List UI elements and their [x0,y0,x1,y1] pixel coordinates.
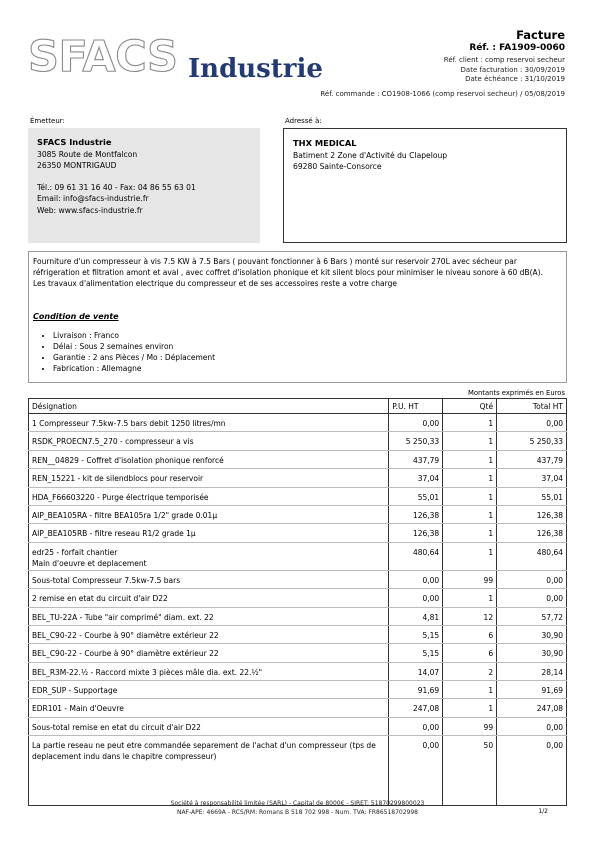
cell-designation [29,607,389,625]
cell-quantity [443,570,497,588]
cell-designation [29,432,389,450]
cell-designation-detail: Main d'oeuvre et deplacement [32,558,147,568]
cell-unit-price-text: 0,00 [422,741,440,751]
cell-total-text: 30,90 [541,649,563,659]
cell-designation-text: EDR_SUP - Supportage [32,686,118,696]
cell-unit-price [389,432,443,450]
sender-email: Email: info@sfacs-industrie.fr [37,194,149,203]
cell-quantity [443,505,497,523]
cell-designation [29,644,389,662]
cell-total [497,681,567,699]
cell-quantity [443,699,497,717]
cell-quantity-text: 99 [483,575,494,585]
cell-quantity [443,432,497,450]
cell-unit-price-text: 37,04 [417,474,440,484]
cell-total [497,487,567,505]
client-reference: Réf. client : comp reservoi secheur [443,56,565,64]
sender-address-line2: 26350 MONTRIGAUD [37,161,117,170]
cell-total [497,524,567,542]
cell-quantity-text: 1 [488,547,494,557]
cell-unit-price-text: 247,08 [412,704,440,714]
cell-total [497,717,567,735]
table-row [29,570,567,588]
cell-unit-price-text: 14,07 [417,667,440,677]
table-row [29,736,567,806]
cell-total [497,644,567,662]
condition-item: • Fabrication : Allemagne [53,363,562,374]
cell-unit-price-text: 91,69 [417,686,440,696]
cell-quantity-text: 1 [488,704,494,714]
cell-designation [29,450,389,468]
cell-unit-price-text: 5,15 [422,630,440,640]
cell-designation-text: REN__04829 - Coffret d'isolation phonique renforcé [32,455,224,465]
sale-conditions-title: Condition de vente [33,312,119,321]
header-quantity: Qté [443,399,497,414]
cell-designation [29,662,389,680]
cell-designation [29,681,389,699]
cell-quantity [443,717,497,735]
invoice-reference: Réf. : FA1909-0060 [469,43,565,53]
header-unit-price: P.U. HT [389,399,443,414]
cell-quantity [443,542,497,570]
sender-name: SFACS Industrie [37,137,112,147]
sale-conditions-list [53,330,562,374]
cell-unit-price [389,625,443,643]
page-number: 1/2 [538,808,548,815]
cell-quantity-text: 1 [488,492,494,502]
cell-designation [29,542,389,570]
cell-total [497,414,567,432]
description-box [28,251,567,383]
cell-unit-price [389,487,443,505]
cell-designation-text: AIP_BEA105RB - filtre reseau R1/2 grade 1µ [32,529,196,539]
cell-total-text: 126,38 [536,529,563,539]
due-date: Date échéance : 31/10/2019 [465,75,565,83]
table-row [29,681,567,699]
table-row [29,699,567,717]
cell-unit-price [389,414,443,432]
cell-quantity-text: 1 [488,437,494,447]
cell-designation [29,414,389,432]
recipient-address-line1: Batiment 2 Zone d'Activité du Clapeloup [293,150,448,160]
cell-quantity [443,662,497,680]
cell-quantity [443,681,497,699]
cell-quantity [443,736,497,806]
cell-total-text: 91,69 [541,686,563,696]
cell-quantity [443,607,497,625]
cell-designation-text: HDA_F66603220 - Purge électrique temporisée [32,492,209,502]
table-row [29,524,567,542]
cell-designation-text: BEL_R3M-22.½ - Raccord mixte 3 pièces mâle dia. ext. 22.½" [32,667,263,677]
cell-unit-price [389,662,443,680]
cell-unit-price [389,717,443,735]
condition-item: • Délai : Sous 2 semaines environ [53,341,562,352]
cell-designation-text: BEL_C90-22 - Courbe à 90° diamètre extérieur 22 [32,630,219,640]
table-row [29,625,567,643]
cell-unit-price [389,644,443,662]
cell-unit-price-text: 437,79 [412,455,440,465]
cell-total-text: 0,00 [546,419,563,428]
table-row [29,644,567,662]
cell-quantity-text: 6 [488,649,494,659]
cell-unit-price-text: 55,01 [417,492,440,502]
cell-total [497,570,567,588]
cell-total [497,505,567,523]
cell-total [497,469,567,487]
cell-quantity-text: 2 [488,667,494,677]
cell-total-text: 57,72 [541,612,563,622]
cell-quantity-text: 1 [488,510,494,520]
cell-designation-text: EDR101 - Main d'Oeuvre [32,704,124,714]
cell-total [497,450,567,468]
cell-total-text: 0,00 [546,741,563,751]
cell-designation [29,505,389,523]
cell-total-text: 55,01 [541,492,563,502]
cell-unit-price [389,542,443,570]
cell-unit-price-text: 0,00 [422,722,440,732]
cell-total-text: 0,00 [546,575,563,585]
sender-address-line1: 3085 Route de Montfalcon [37,149,138,159]
cell-unit-price [389,524,443,542]
cell-designation [29,469,389,487]
cell-designation-text: RSDK_PROECN7.5_270 - compresseur a vis [32,437,194,447]
cell-unit-price-text: 5,15 [422,649,440,659]
cell-unit-price-text: 4,81 [422,612,440,622]
table-header-row [29,399,567,414]
cell-quantity-text: 12 [483,612,494,622]
recipient-box [283,128,567,243]
condition-item: • Garantie : 2 ans Pièces / Mo : Déplacement [53,352,562,363]
table-row [29,589,567,607]
cell-unit-price [389,505,443,523]
invoice-title: Facture [516,28,565,42]
cell-quantity [443,414,497,432]
cell-designation [29,699,389,717]
table-row [29,432,567,450]
cell-quantity-text: 99 [483,722,494,732]
company-logo [28,32,323,86]
cell-unit-price [389,681,443,699]
table-row [29,450,567,468]
legal-footer [0,799,595,817]
cell-total-text: 0,00 [546,594,563,604]
table-row [29,505,567,523]
cell-total-text: 0,00 [546,722,563,732]
table-row [29,542,567,570]
cell-designation-text: 2 remise en etat du circuit d'air D22 [32,594,168,604]
cell-total [497,736,567,806]
cell-designation [29,524,389,542]
cell-designation [29,625,389,643]
cell-designation-text: BEL_TU-22A - Tube "air comprimé" diam. ext. 22 [32,612,214,622]
cell-total-text: 28,14 [541,667,563,677]
cell-quantity [443,450,497,468]
cell-unit-price-text: 126,38 [412,510,440,520]
cell-designation [29,717,389,735]
cell-quantity-text: 1 [488,419,494,428]
cell-quantity [443,589,497,607]
sender-website: Web: www.sfacs-industrie.fr [37,205,143,215]
cell-designation [29,589,389,607]
invoice-lines-table [28,398,567,806]
cell-quantity [443,487,497,505]
cell-unit-price-text: 0,00 [422,419,440,428]
cell-unit-price [389,736,443,806]
cell-total-text: 37,04 [541,474,563,484]
cell-quantity [443,469,497,487]
cell-designation-text: 1 Compresseur 7.5kw-7.5 bars debit 1250 litres/mn [32,419,226,428]
cell-designation-text: BEL_C90-22 - Courbe à 90° diamètre extérieur 22 [32,649,219,659]
table-row [29,607,567,625]
cell-total [497,625,567,643]
cell-designation [29,736,389,806]
cell-quantity [443,644,497,662]
cell-quantity-text: 1 [488,474,494,484]
cell-quantity [443,524,497,542]
footer-line1: Société à responsabilité limitée (SARL) - Capital de 8000€ - SIRET: 51870299800023 [170,800,425,807]
cell-designation-text: AIP_BEA105RA - filtre BEA105ra 1/2" grade 0.01µ [32,510,218,520]
cell-unit-price [389,469,443,487]
table-row [29,469,567,487]
currency-note: Montants exprimés en Euros [467,389,565,397]
cell-designation [29,570,389,588]
recipient-label: Adressé à: [285,117,322,125]
cell-total [497,607,567,625]
description-text: Fourniture d'un compresseur à vis 7.5 KW à 7.5 Bars ( pouvant fonctionner à 6 Bars ) monté sur reservoir 270L avec sécheur par réfrigeration et filtration amont et aval , avec coffret d'isolation phonique et kit silent blocs pour minimiser le niveau sonore à 60 dB(A). [33,257,543,277]
cell-quantity [443,625,497,643]
cell-quantity-text: 1 [488,529,494,539]
table-row [29,717,567,735]
cell-unit-price-text: 0,00 [422,575,440,585]
cell-total-text: 5 250,33 [529,437,563,447]
cell-unit-price [389,450,443,468]
cell-quantity-text: 6 [488,630,494,640]
recipient-name: THX MEDICAL [293,138,357,148]
sender-phone: Tél.: 09 61 31 16 40 - Fax: 04 86 55 63 01 [37,182,196,192]
invoice-date: Date facturation : 30/09/2019 [460,65,565,74]
logo-industrie-text: Industrie [188,54,323,84]
table-row [29,662,567,680]
cell-total [497,589,567,607]
cell-total [497,432,567,450]
condition-item: • Livraison : Franco [53,330,562,341]
cell-total-text: 247,08 [536,704,563,714]
table-row [29,414,567,432]
cell-unit-price-text: 480,64 [412,547,440,557]
invoice-header [444,28,565,85]
description-note: Les travaux d'alimentation electrique du compresseur et de ses accessoires reste a votre charge [33,279,397,288]
order-reference: Réf. commande : CO1908-1066 (comp reservoi secheur) / 05/08/2019 [320,90,565,98]
cell-total [497,662,567,680]
cell-designation-text: edr25 - forfait chantier [32,547,118,557]
cell-unit-price-text: 0,00 [422,594,440,604]
recipient-address-line2: 69280 Sainte-Consorce [293,162,382,171]
footer-line2: NAF-APE: 4669A - RCS/RM: Romans B 518 702 998 - Num. TVA: FR86518702998 [176,809,418,816]
cell-total-text: 480,64 [536,547,563,557]
cell-designation-text: La partie reseau ne peut etre commandée separement de l'achat d'un compresseur (tps de deplacement indu dans le chapitre compresseur) [32,741,376,762]
cell-designation-text: Sous-total remise en etat du circuit d'air D22 [32,722,201,732]
cell-total-text: 30,90 [541,630,563,640]
cell-quantity-text: 1 [488,455,494,465]
cell-quantity-text: 1 [488,594,494,604]
logo-sfacs-text: SFACS [28,32,178,82]
cell-designation-text: Sous-total Compresseur 7.5kw-7.5 bars [32,575,181,585]
cell-unit-price [389,607,443,625]
header-designation: Désignation [29,399,389,414]
cell-total-text: 437,79 [536,455,563,465]
header-total: Total HT [497,399,567,414]
cell-total [497,542,567,570]
cell-total [497,699,567,717]
cell-unit-price [389,699,443,717]
cell-unit-price-text: 126,38 [412,529,440,539]
cell-quantity-text: 1 [488,686,494,696]
cell-total-text: 126,38 [536,510,563,520]
cell-designation [29,487,389,505]
cell-quantity-text: 50 [483,741,494,751]
cell-unit-price [389,570,443,588]
cell-designation-text: REN_15221 - kit de silendblocs pour reservoir [32,474,204,484]
sender-box [28,128,260,243]
sender-label: Émetteur: [30,117,65,125]
table-row [29,487,567,505]
cell-unit-price-text: 5 250,33 [405,437,440,447]
cell-unit-price [389,589,443,607]
